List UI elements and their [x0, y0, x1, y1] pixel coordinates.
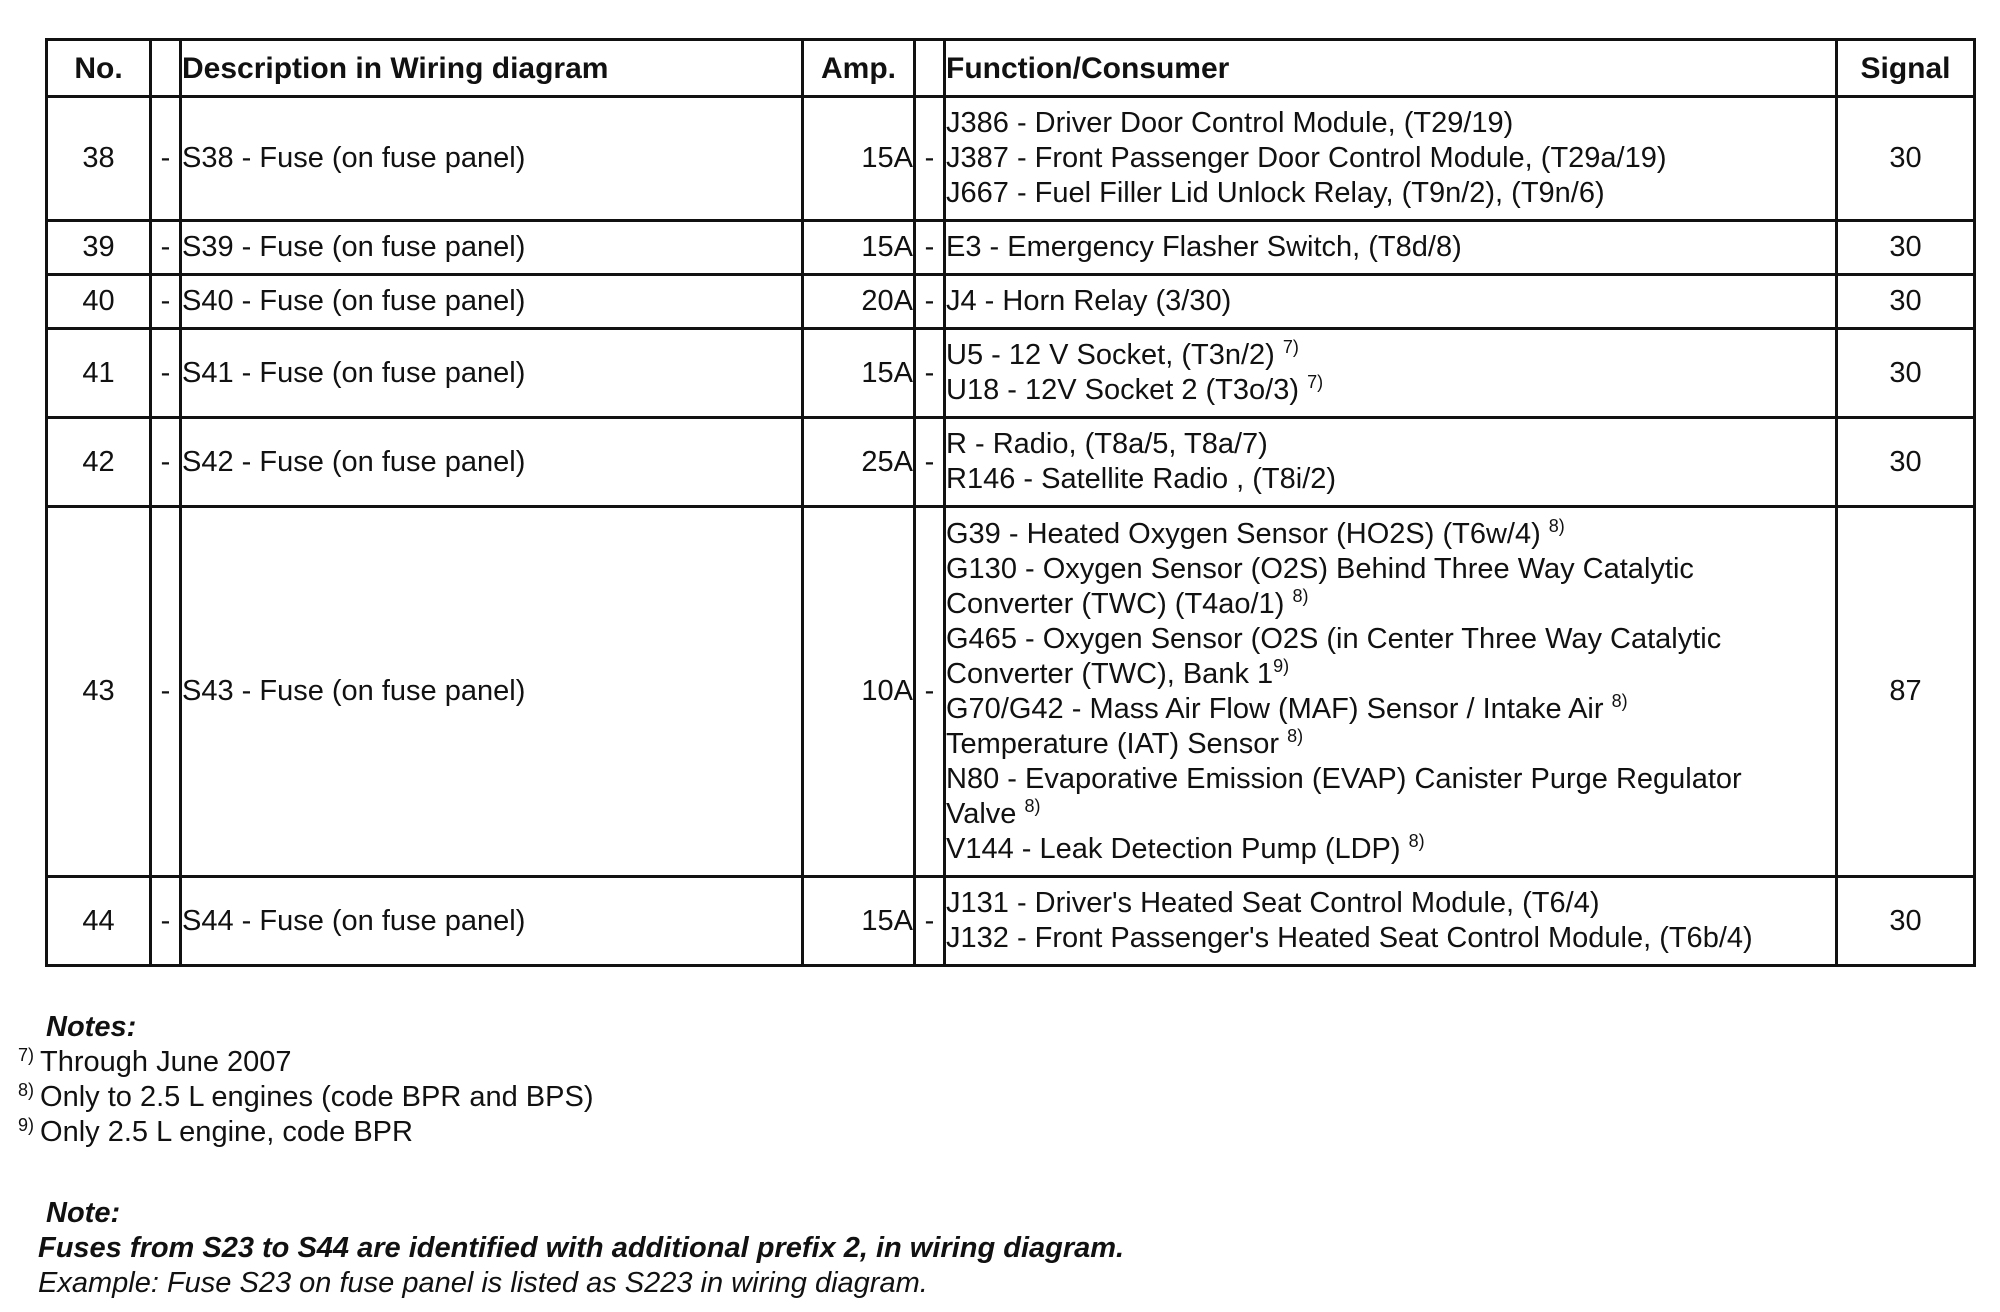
footnote-marker: 9) — [1273, 655, 1290, 676]
fuse-number: 43 — [47, 507, 151, 877]
prefix-note-line-2: Example: Fuse S23 on fuse panel is listed as S223 in wiring diagram. — [38, 1267, 928, 1299]
dash-separator: - — [915, 329, 945, 418]
function-consumer-cell — [945, 97, 1837, 221]
fuse-description: S42 - Fuse (on fuse panel) — [181, 418, 803, 507]
consumer-line — [946, 921, 1835, 956]
fuse-number: 39 — [47, 221, 151, 275]
consumer-line — [946, 141, 1835, 176]
consumer-line — [946, 176, 1835, 211]
consumer-line — [946, 587, 1835, 622]
consumer-text: U5 - 12 V Socket, (T3n/2) — [946, 339, 1283, 371]
note-text: Through June 2007 — [40, 1046, 292, 1078]
footnote-marker: 8) — [1024, 795, 1041, 816]
header-dash-1 — [151, 40, 181, 97]
consumer-text: G70/G42 - Mass Air Flow (MAF) Sensor / Intake Air — [946, 692, 1612, 725]
fuse-description: S44 - Fuse (on fuse panel) — [181, 877, 803, 966]
consumer-line — [946, 230, 1835, 265]
consumer-line — [946, 832, 1835, 867]
consumer-line — [946, 797, 1835, 832]
fuse-number: 40 — [47, 275, 151, 329]
note-item-9 — [18, 1115, 593, 1150]
consumer-line — [946, 373, 1835, 408]
consumer-line — [946, 762, 1835, 797]
function-consumer-cell — [945, 877, 1837, 966]
fuse-number: 41 — [47, 329, 151, 418]
consumer-line — [946, 657, 1835, 692]
consumer-text: V144 - Leak Detection Pump (LDP) — [946, 832, 1409, 865]
footnote-marker: 8) — [1611, 690, 1628, 711]
consumer-line — [946, 552, 1835, 587]
dash-separator: - — [151, 329, 181, 418]
consumer-text: G130 - Oxygen Sensor (O2S) Behind Three Way Catalytic — [946, 552, 1694, 585]
fuse-row-44 — [47, 877, 1975, 966]
consumer-line — [946, 692, 1835, 727]
function-consumer-cell — [945, 507, 1837, 877]
header-row — [47, 40, 1975, 97]
signal-value: 30 — [1837, 275, 1975, 329]
consumer-text: J387 - Front Passenger Door Control Module, (T29a/19) — [946, 142, 1667, 174]
signal-value: 30 — [1837, 221, 1975, 275]
fuse-amperage: 25A — [803, 418, 915, 507]
dash-separator: - — [151, 275, 181, 329]
dash-separator: - — [915, 507, 945, 877]
notes-title: Notes: — [46, 1011, 137, 1043]
fuse-amperage: 15A — [803, 221, 915, 275]
consumer-line — [946, 727, 1835, 762]
fuse-description: S43 - Fuse (on fuse panel) — [181, 507, 803, 877]
consumer-text: Temperature (IAT) Sensor — [946, 727, 1288, 760]
dash-separator: - — [915, 97, 945, 221]
signal-value: 87 — [1837, 507, 1975, 877]
consumer-text: Valve — [946, 797, 1025, 830]
consumer-text: J4 - Horn Relay (3/30) — [946, 285, 1232, 317]
header-dash-2 — [915, 40, 945, 97]
dash-separator: - — [151, 877, 181, 966]
dash-separator: - — [915, 221, 945, 275]
footnote-marker: 7) — [1282, 337, 1299, 357]
consumer-line — [946, 462, 1835, 497]
fuse-row-43 — [47, 507, 1975, 877]
fuse-description: S39 - Fuse (on fuse panel) — [181, 221, 803, 275]
consumer-line — [946, 517, 1835, 552]
note-item-8 — [18, 1080, 593, 1115]
footnote-marker: 7) — [1307, 372, 1324, 392]
fuse-row-41 — [47, 329, 1975, 418]
footnote-marker: 8) — [1287, 725, 1304, 746]
fuse-description: S38 - Fuse (on fuse panel) — [181, 97, 803, 221]
consumer-text: Converter (TWC) (T4ao/1) — [946, 587, 1293, 620]
signal-value: 30 — [1837, 418, 1975, 507]
note-text: Only 2.5 L engine, code BPR — [40, 1116, 413, 1148]
header-no: No. — [47, 40, 151, 97]
function-consumer-cell — [945, 418, 1837, 507]
consumer-line — [946, 886, 1835, 921]
consumer-text: J132 - Front Passenger's Heated Seat Control Module, (T6b/4) — [946, 922, 1753, 954]
consumer-line — [946, 106, 1835, 141]
header-function: Function/Consumer — [945, 40, 1837, 97]
fuse-row-39 — [47, 221, 1975, 275]
dash-separator: - — [915, 418, 945, 507]
consumer-text: R - Radio, (T8a/5, T8a/7) — [946, 428, 1268, 460]
fuse-description: S41 - Fuse (on fuse panel) — [181, 329, 803, 418]
fuse-number: 42 — [47, 418, 151, 507]
function-consumer-cell — [945, 275, 1837, 329]
fuse-table — [45, 38, 1976, 967]
consumer-line — [946, 622, 1835, 657]
fuse-amperage: 15A — [803, 877, 915, 966]
consumer-text: N80 - Evaporative Emission (EVAP) Canister Purge Regulator — [946, 762, 1742, 795]
consumer-text: E3 - Emergency Flasher Switch, (T8d/8) — [946, 231, 1462, 263]
header-description: Description in Wiring diagram — [181, 40, 803, 97]
consumer-text: U18 - 12V Socket 2 (T3o/3) — [946, 374, 1308, 406]
consumer-text: R146 - Satellite Radio , (T8i/2) — [946, 463, 1337, 495]
dash-separator: - — [151, 221, 181, 275]
fuse-table-body — [47, 97, 1975, 966]
fuse-number: 44 — [47, 877, 151, 966]
consumer-line — [946, 338, 1835, 373]
fuse-amperage: 10A — [803, 507, 915, 877]
notes-section — [18, 1010, 593, 1150]
function-consumer-cell — [945, 221, 1837, 275]
fuse-row-38 — [47, 97, 1975, 221]
header-signal: Signal — [1837, 40, 1975, 97]
fuse-amperage: 15A — [803, 97, 915, 221]
dash-separator: - — [915, 275, 945, 329]
consumer-text: G39 - Heated Oxygen Sensor (HO2S) (T6w/4) — [946, 517, 1549, 550]
consumer-text: J131 - Driver's Heated Seat Control Module, (T6/4) — [946, 887, 1600, 919]
dash-separator: - — [151, 418, 181, 507]
footnote-marker: 8) — [1292, 585, 1309, 606]
function-consumer-cell — [945, 329, 1837, 418]
footnote-marker: 8) — [1548, 515, 1565, 536]
dash-separator: - — [151, 97, 181, 221]
prefix-note-title: Note: — [46, 1197, 121, 1229]
header-amp: Amp. — [803, 40, 915, 97]
consumer-text: J386 - Driver Door Control Module, (T29/19) — [946, 107, 1514, 139]
note-mark: 9) — [18, 1115, 35, 1135]
consumer-line — [946, 284, 1835, 319]
note-text: Only to 2.5 L engines (code BPR and BPS) — [40, 1081, 594, 1113]
fuse-row-42 — [47, 418, 1975, 507]
consumer-line — [946, 427, 1835, 462]
dash-separator: - — [151, 507, 181, 877]
consumer-text: G465 - Oxygen Sensor (O2S (in Center Three Way Catalytic — [946, 622, 1722, 655]
fuse-amperage: 15A — [803, 329, 915, 418]
fuse-number: 38 — [47, 97, 151, 221]
note-mark: 8) — [18, 1080, 35, 1100]
consumer-text: J667 - Fuel Filler Lid Unlock Relay, (T9n/2), (T9n/6) — [946, 177, 1605, 209]
prefix-note-line-1: Fuses from S23 to S44 are identified with additional prefix 2, in wiring diagram. — [38, 1232, 1125, 1264]
footnote-marker: 8) — [1408, 830, 1425, 851]
note-mark: 7) — [18, 1045, 35, 1065]
dash-separator: - — [915, 877, 945, 966]
fuse-amperage: 20A — [803, 275, 915, 329]
fuse-description: S40 - Fuse (on fuse panel) — [181, 275, 803, 329]
note-item-7 — [18, 1045, 593, 1080]
prefix-note-section — [38, 1196, 1124, 1301]
signal-value: 30 — [1837, 97, 1975, 221]
fuse-row-40 — [47, 275, 1975, 329]
consumer-text: Converter (TWC), Bank 1 — [946, 657, 1274, 690]
signal-value: 30 — [1837, 329, 1975, 418]
signal-value: 30 — [1837, 877, 1975, 966]
